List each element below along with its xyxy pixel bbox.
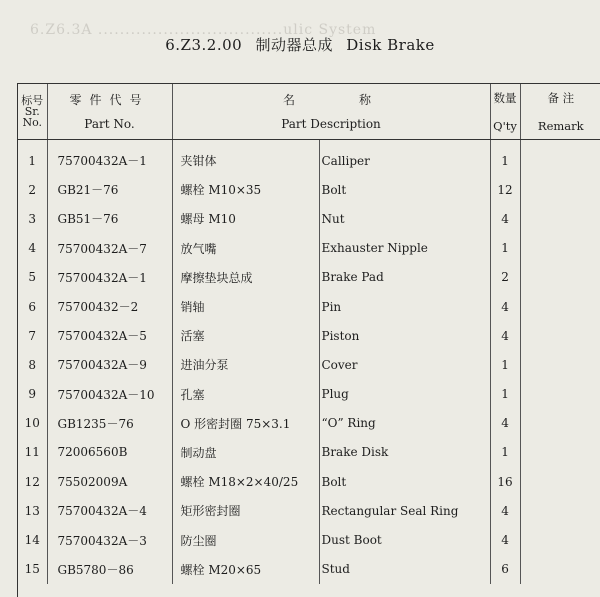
row-description-en: Bolt bbox=[319, 467, 490, 496]
row-qty: 4 bbox=[490, 525, 520, 554]
row-part-no: 75700432A－3 bbox=[47, 525, 172, 554]
page-title bbox=[0, 34, 600, 55]
header-part-no-en: Part No. bbox=[84, 116, 135, 131]
row-part-no: 75700432A－5 bbox=[47, 321, 172, 350]
table-body bbox=[18, 140, 600, 584]
row-remark bbox=[520, 380, 600, 409]
row-part-no: 75700432A－7 bbox=[47, 234, 172, 263]
table-row bbox=[18, 146, 600, 175]
row-name-cn: 防尘圈 bbox=[172, 525, 319, 554]
table-row bbox=[18, 496, 600, 525]
table-row bbox=[18, 263, 600, 292]
row-description-en: Rectangular Seal Ring bbox=[319, 496, 490, 525]
row-remark bbox=[520, 438, 600, 467]
title-code: 6.Z3.2.00 bbox=[165, 36, 243, 54]
row-qty: 2 bbox=[490, 263, 520, 292]
row-part-no: 75700432A－1 bbox=[47, 263, 172, 292]
row-remark bbox=[520, 467, 600, 496]
row-name-cn: 螺栓 M18×2×40/25 bbox=[172, 467, 319, 496]
header-sr-no-en2: No. bbox=[22, 116, 43, 129]
header-remark-cn: 备 注 bbox=[547, 90, 575, 105]
row-sr-no: 15 bbox=[18, 555, 47, 584]
row-qty: 1 bbox=[490, 234, 520, 263]
header-qty-en: Q'ty bbox=[493, 118, 517, 133]
header-description bbox=[172, 84, 490, 140]
table-row bbox=[18, 321, 600, 350]
title-en: Disk Brake bbox=[346, 36, 435, 54]
header-qty bbox=[490, 84, 520, 140]
row-part-no: 75700432A－10 bbox=[47, 380, 172, 409]
header-part-no-cn: 零件代号 bbox=[69, 92, 150, 107]
row-name-cn: O 形密封圈 75×3.1 bbox=[172, 409, 319, 438]
row-remark bbox=[520, 146, 600, 175]
row-description-en: Piston bbox=[319, 321, 490, 350]
row-description-en: “O” Ring bbox=[319, 409, 490, 438]
table-row bbox=[18, 204, 600, 233]
row-qty: 1 bbox=[490, 350, 520, 379]
row-remark bbox=[520, 234, 600, 263]
row-sr-no: 12 bbox=[18, 467, 47, 496]
row-description-en: Stud bbox=[319, 555, 490, 584]
row-remark bbox=[520, 321, 600, 350]
table-row bbox=[18, 292, 600, 321]
row-name-cn: 摩擦垫块总成 bbox=[172, 263, 319, 292]
row-description-en: Nut bbox=[319, 204, 490, 233]
row-qty: 16 bbox=[490, 467, 520, 496]
row-sr-no: 4 bbox=[18, 234, 47, 263]
row-name-cn: 螺栓 M10×35 bbox=[172, 175, 319, 204]
row-sr-no: 5 bbox=[18, 263, 47, 292]
row-name-cn: 孔塞 bbox=[172, 380, 319, 409]
row-remark bbox=[520, 496, 600, 525]
table-row bbox=[18, 350, 600, 379]
header-description-en: Part Description bbox=[281, 116, 381, 131]
row-sr-no: 6 bbox=[18, 292, 47, 321]
row-part-no: 72006560B bbox=[47, 438, 172, 467]
row-qty: 1 bbox=[490, 380, 520, 409]
row-part-no: 75700432A－9 bbox=[47, 350, 172, 379]
row-description-en: Brake Pad bbox=[319, 263, 490, 292]
table-row bbox=[18, 234, 600, 263]
row-description-en: Cover bbox=[319, 350, 490, 379]
row-sr-no: 1 bbox=[18, 146, 47, 175]
row-part-no: 75700432A－1 bbox=[47, 146, 172, 175]
row-remark bbox=[520, 409, 600, 438]
row-qty: 12 bbox=[490, 175, 520, 204]
row-name-cn: 制动盘 bbox=[172, 438, 319, 467]
row-description-en: Plug bbox=[319, 380, 490, 409]
table-header-row bbox=[18, 84, 600, 140]
header-remark bbox=[520, 84, 600, 140]
row-remark bbox=[520, 525, 600, 554]
header-description-cn-a: 名 bbox=[282, 92, 303, 107]
table-row bbox=[18, 525, 600, 554]
header-sr-no-cn: 标号 bbox=[21, 94, 44, 107]
row-qty: 4 bbox=[490, 292, 520, 321]
parts-table-frame bbox=[17, 83, 600, 597]
row-description-en: Calliper bbox=[319, 146, 490, 175]
header-qty-cn: 数量 bbox=[493, 90, 517, 105]
row-part-no: 75700432A－4 bbox=[47, 496, 172, 525]
row-description-en: Brake Disk bbox=[319, 438, 490, 467]
row-remark bbox=[520, 292, 600, 321]
row-qty: 4 bbox=[490, 321, 520, 350]
row-sr-no: 10 bbox=[18, 409, 47, 438]
row-qty: 6 bbox=[490, 555, 520, 584]
row-name-cn: 矩形密封圈 bbox=[172, 496, 319, 525]
table-row bbox=[18, 409, 600, 438]
bleed-through-text: 6.Z6.3A ..................................ulic System bbox=[30, 22, 377, 38]
row-name-cn: 螺栓 M20×65 bbox=[172, 555, 319, 584]
header-description-cn-b: 称 bbox=[359, 92, 380, 107]
row-sr-no: 14 bbox=[18, 525, 47, 554]
row-qty: 1 bbox=[490, 438, 520, 467]
row-remark bbox=[520, 263, 600, 292]
header-sr-no bbox=[18, 84, 47, 140]
row-part-no: GB5780－86 bbox=[47, 555, 172, 584]
row-part-no: 75700432－2 bbox=[47, 292, 172, 321]
row-name-cn: 放气嘴 bbox=[172, 234, 319, 263]
row-remark bbox=[520, 204, 600, 233]
row-qty: 4 bbox=[490, 496, 520, 525]
row-remark bbox=[520, 175, 600, 204]
table-row bbox=[18, 175, 600, 204]
row-qty: 4 bbox=[490, 204, 520, 233]
row-name-cn: 活塞 bbox=[172, 321, 319, 350]
row-qty: 4 bbox=[490, 409, 520, 438]
row-qty: 1 bbox=[490, 146, 520, 175]
row-part-no: 75502009A bbox=[47, 467, 172, 496]
row-sr-no: 13 bbox=[18, 496, 47, 525]
row-description-en: Exhauster Nipple bbox=[319, 234, 490, 263]
title-cn: 制动器总成 bbox=[255, 36, 333, 54]
row-sr-no: 3 bbox=[18, 204, 47, 233]
row-name-cn: 销轴 bbox=[172, 292, 319, 321]
row-description-en: Dust Boot bbox=[319, 525, 490, 554]
header-description-cn bbox=[173, 93, 490, 107]
row-name-cn: 进油分泵 bbox=[172, 350, 319, 379]
row-sr-no: 7 bbox=[18, 321, 47, 350]
table-row bbox=[18, 555, 600, 584]
row-sr-no: 2 bbox=[18, 175, 47, 204]
row-sr-no: 11 bbox=[18, 438, 47, 467]
table-row bbox=[18, 467, 600, 496]
row-description-en: Pin bbox=[319, 292, 490, 321]
row-remark bbox=[520, 555, 600, 584]
row-sr-no: 8 bbox=[18, 350, 47, 379]
table-row bbox=[18, 438, 600, 467]
row-name-cn: 夹钳体 bbox=[172, 146, 319, 175]
row-part-no: GB1235－76 bbox=[47, 409, 172, 438]
header-part-no bbox=[47, 84, 172, 140]
table-row bbox=[18, 380, 600, 409]
parts-table bbox=[18, 84, 600, 584]
row-remark bbox=[520, 350, 600, 379]
row-name-cn: 螺母 M10 bbox=[172, 204, 319, 233]
header-remark-en: Remark bbox=[537, 118, 584, 133]
row-sr-no: 9 bbox=[18, 380, 47, 409]
row-description-en: Bolt bbox=[319, 175, 490, 204]
header-sr-no-en1: Sr. bbox=[24, 105, 40, 118]
row-part-no: GB51－76 bbox=[47, 204, 172, 233]
row-part-no: GB21－76 bbox=[47, 175, 172, 204]
